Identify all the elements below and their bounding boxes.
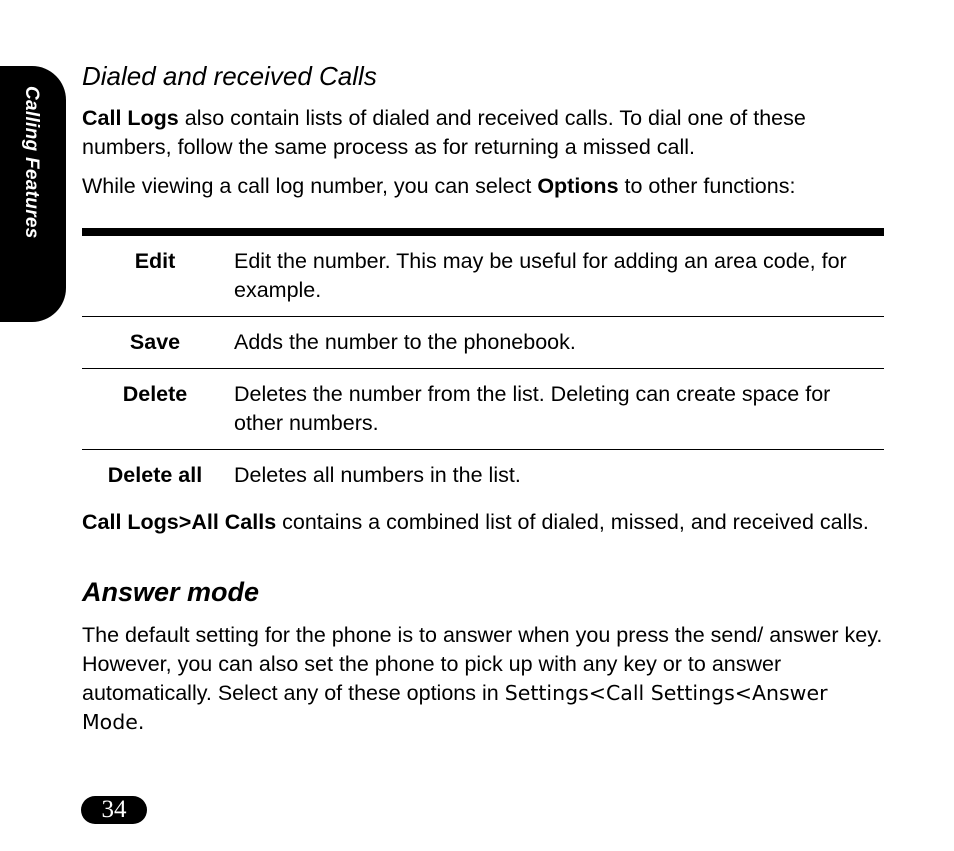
all-calls-text: contains a combined list of dialed, missed, and received calls. bbox=[276, 510, 869, 534]
call-logs-term: Call Logs bbox=[82, 106, 179, 130]
chapter-tab-label: Calling Features bbox=[21, 86, 42, 239]
all-calls-term: Call Logs>All Calls bbox=[82, 510, 277, 534]
options-intro-end: to other functions: bbox=[618, 174, 796, 198]
answer-mode-paragraph bbox=[82, 621, 887, 737]
all-calls-paragraph bbox=[82, 508, 887, 537]
table-row bbox=[82, 317, 884, 369]
answer-mode-menu-path: Settings<Call Settings<Answer Mode. bbox=[82, 681, 828, 734]
call-logs-paragraph bbox=[82, 104, 887, 162]
table-row bbox=[82, 450, 884, 502]
options-intro-paragraph bbox=[82, 172, 887, 201]
option-description: Edit the number. This may be useful for adding an area code, for example. bbox=[228, 232, 884, 317]
options-table bbox=[82, 228, 884, 501]
call-logs-text: also contain lists of dialed and received calls. To dial one of these numbers, follow the same process as for returning a missed call. bbox=[82, 106, 806, 159]
option-description: Deletes all numbers in the list. bbox=[234, 463, 521, 487]
option-description: Deletes the number from the list. Deleting can create space for other numbers. bbox=[228, 369, 884, 450]
option-description: Adds the number to the phonebook. bbox=[228, 317, 884, 369]
option-term: Save bbox=[82, 317, 228, 369]
option-term: Delete all bbox=[107, 463, 203, 487]
subheading-dialed-received: Dialed and received Calls bbox=[82, 61, 377, 91]
page-number-badge: 34 bbox=[81, 796, 147, 824]
table-row bbox=[82, 232, 884, 317]
answer-mode-text: The default setting for the phone is to answer when you press the send/ answer key. However, you can also set the phone to pick up with any key or to answer automatically. Select any of these options in bbox=[82, 623, 883, 705]
table-row bbox=[82, 369, 884, 450]
option-term: Edit bbox=[82, 232, 228, 317]
option-term: Delete bbox=[82, 369, 228, 450]
options-intro-start: While viewing a call log number, you can select bbox=[82, 174, 538, 198]
answer-mode-heading: Answer mode bbox=[82, 577, 260, 607]
options-term: Options bbox=[537, 174, 619, 198]
